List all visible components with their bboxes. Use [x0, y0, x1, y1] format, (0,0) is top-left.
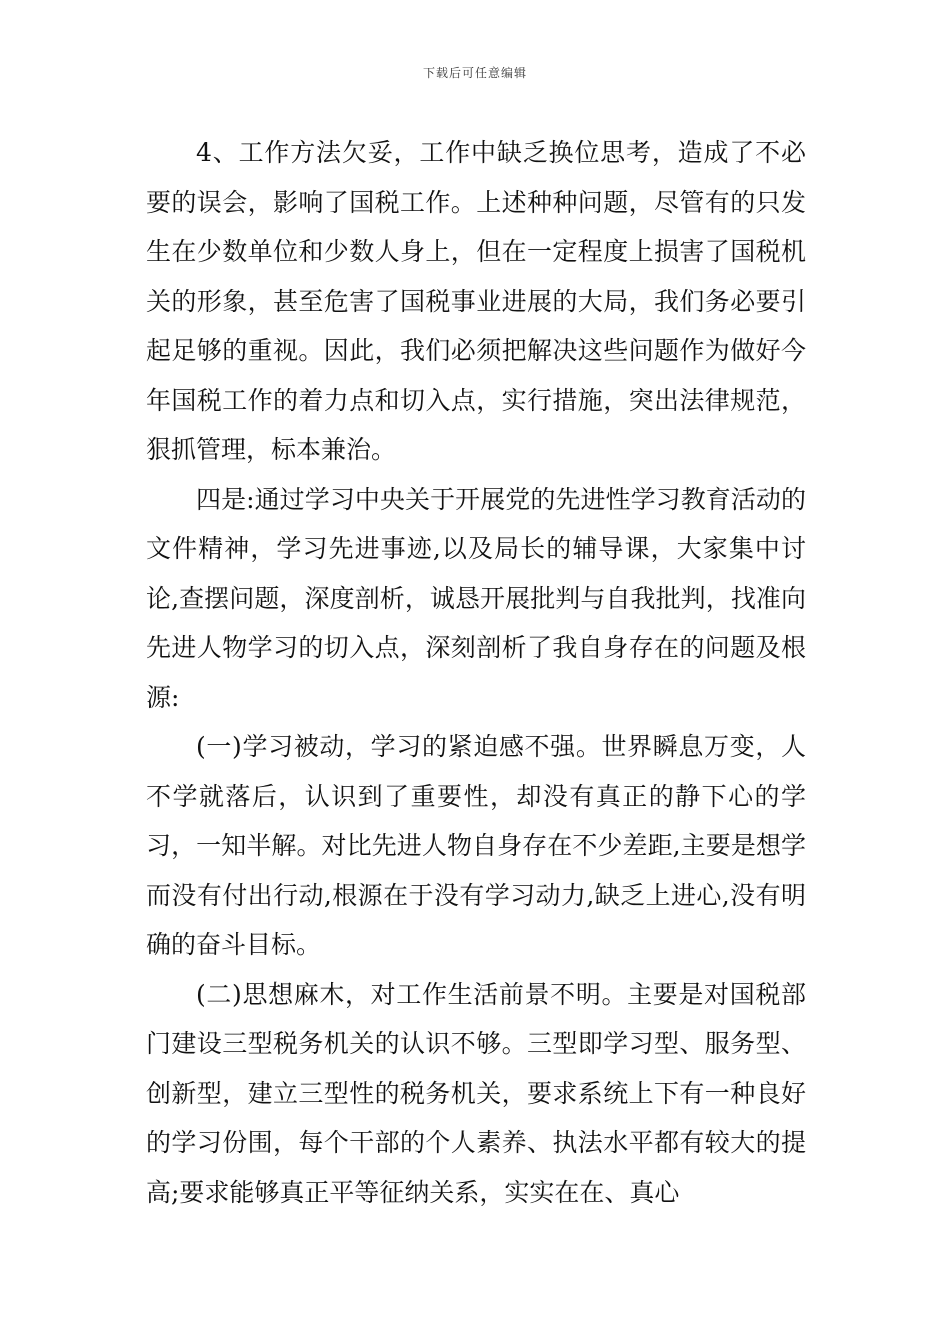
paragraph-study-analysis: 四是:通过学习中央关于开展党的先进性学习教育活动的文件精神，学习先进事迹,以及局长的辅导课，大家集中讨论,查摆问题，深度剖析，诚恳开展批判与自我批判，找准向先进人物学习的切入点，深刻剖析了我自身存在的问题及根源: [146, 484, 806, 712]
paragraph-passive-learning: (一)学习被动，学习的紧迫感不强。世界瞬息万变，人不学就落后，认识到了重要性，却没有真正的静下心的学习，一知半解。对比先进人物自身存在不少差距,主要是想学而没有付出行动,根源在于没有学习动力,缺乏上进心,没有明确的奋斗目标。 [146, 732, 806, 959]
paragraph-numb-thinking: (二)思想麻木，对工作生活前景不明。主要是对国税部门建设三型税务机关的认识不够。三型即学习型、服务型、创新型，建立三型性的税务机关，要求系统上下有一种良好的学习份围，每个干部的个人素养、执法水平都有较大的提高;要求能够真正平等征纳关系，实实在在、真心 [146, 979, 806, 1207]
page-header: 下载后可任意编辑 [422, 66, 527, 80]
paragraph-method-issues: 4、工作方法欠妥，工作中缺乏换位思考，造成了不必要的误会，影响了国税工作。上述种种问题，尽管有的只发生在少数单位和少数人身上，但在一定程度上损害了国税机关的形象，甚至危害了国税事业进展的大局，我们务必要引起足够的重视。因此，我们必须把解决这些问题作为做好今年国税工作的着力点和切入点，实行措施，突出法律规范，狠抓管理，标本兼治。 [146, 138, 806, 464]
document-body [146, 128, 806, 1217]
